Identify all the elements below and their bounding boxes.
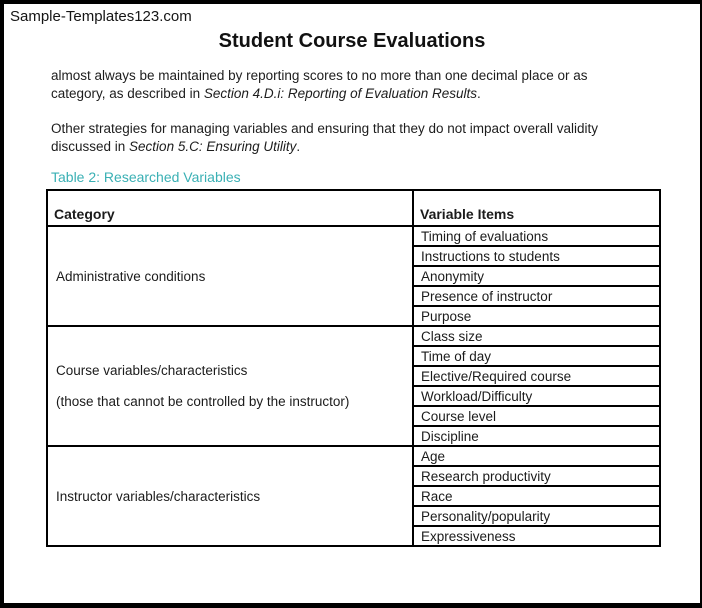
variable-item-cell: Time of day (413, 346, 660, 366)
paragraph-1-line-2-post: . (477, 86, 481, 101)
category-label: Instructor variables/characteristics (56, 488, 261, 504)
paragraph-2-section-ref: Section 5.C: Ensuring Utility (129, 139, 297, 154)
category-cell (47, 326, 413, 446)
category-note: (those that cannot be controlled by the instructor) (56, 394, 350, 409)
page-title: Student Course Evaluations (218, 30, 486, 52)
paragraph-2-line-2-post: . (296, 139, 301, 154)
variable-item-cell: Research productivity (413, 466, 660, 486)
variable-item-cell: Personality/popularity (413, 506, 660, 526)
variable-item-cell: Purpose (413, 306, 660, 326)
paragraph-2 (51, 120, 663, 156)
variable-item-cell: Timing of evaluations (413, 226, 660, 246)
category-label: Course variables/characteristics (56, 363, 248, 378)
variable-item-cell: Elective/Required course (413, 366, 660, 386)
table-header-row (47, 190, 660, 226)
header-variable-items: Variable Items (413, 190, 660, 226)
paragraph-2-line-1: Other strategies for managing variables and ensuring that they do not impact overall validity (51, 121, 599, 136)
variable-item-cell: Workload/Difficulty (413, 386, 660, 406)
paragraph-2-line-2-pre: discussed in (51, 139, 130, 154)
variable-item-cell: Presence of instructor (413, 286, 660, 306)
variable-item-cell: Instructions to students (413, 246, 660, 266)
variable-item-cell: Discipline (413, 426, 660, 446)
table-row (47, 446, 660, 466)
header-category: Category (47, 190, 413, 226)
variable-item-cell: Anonymity (413, 266, 660, 286)
variable-item-cell: Age (413, 446, 660, 466)
category-cell (47, 446, 413, 546)
table-caption: Table 2: Researched Variables (51, 169, 241, 185)
paragraph-1 (51, 67, 663, 103)
category-cell (47, 226, 413, 326)
variable-item-cell: Expressiveness (413, 526, 660, 546)
table-row (47, 226, 660, 246)
variable-item-cell: Class size (413, 326, 660, 346)
variable-item-cell: Race (413, 486, 660, 506)
paragraph-1-line-2-pre: category, as described in (51, 86, 204, 101)
paragraph-1-line-1: almost always be maintained by reporting scores to no more than one decimal place or as (51, 68, 588, 83)
table-row (47, 326, 660, 346)
paragraph-1-section-ref: Section 4.D.i: Reporting of Evaluation Results (203, 86, 477, 101)
variable-item-cell: Course level (413, 406, 660, 426)
category-label: Administrative conditions (56, 268, 206, 284)
researched-variables-table (46, 189, 661, 547)
watermark-text: Sample-Templates123.com (10, 8, 192, 25)
